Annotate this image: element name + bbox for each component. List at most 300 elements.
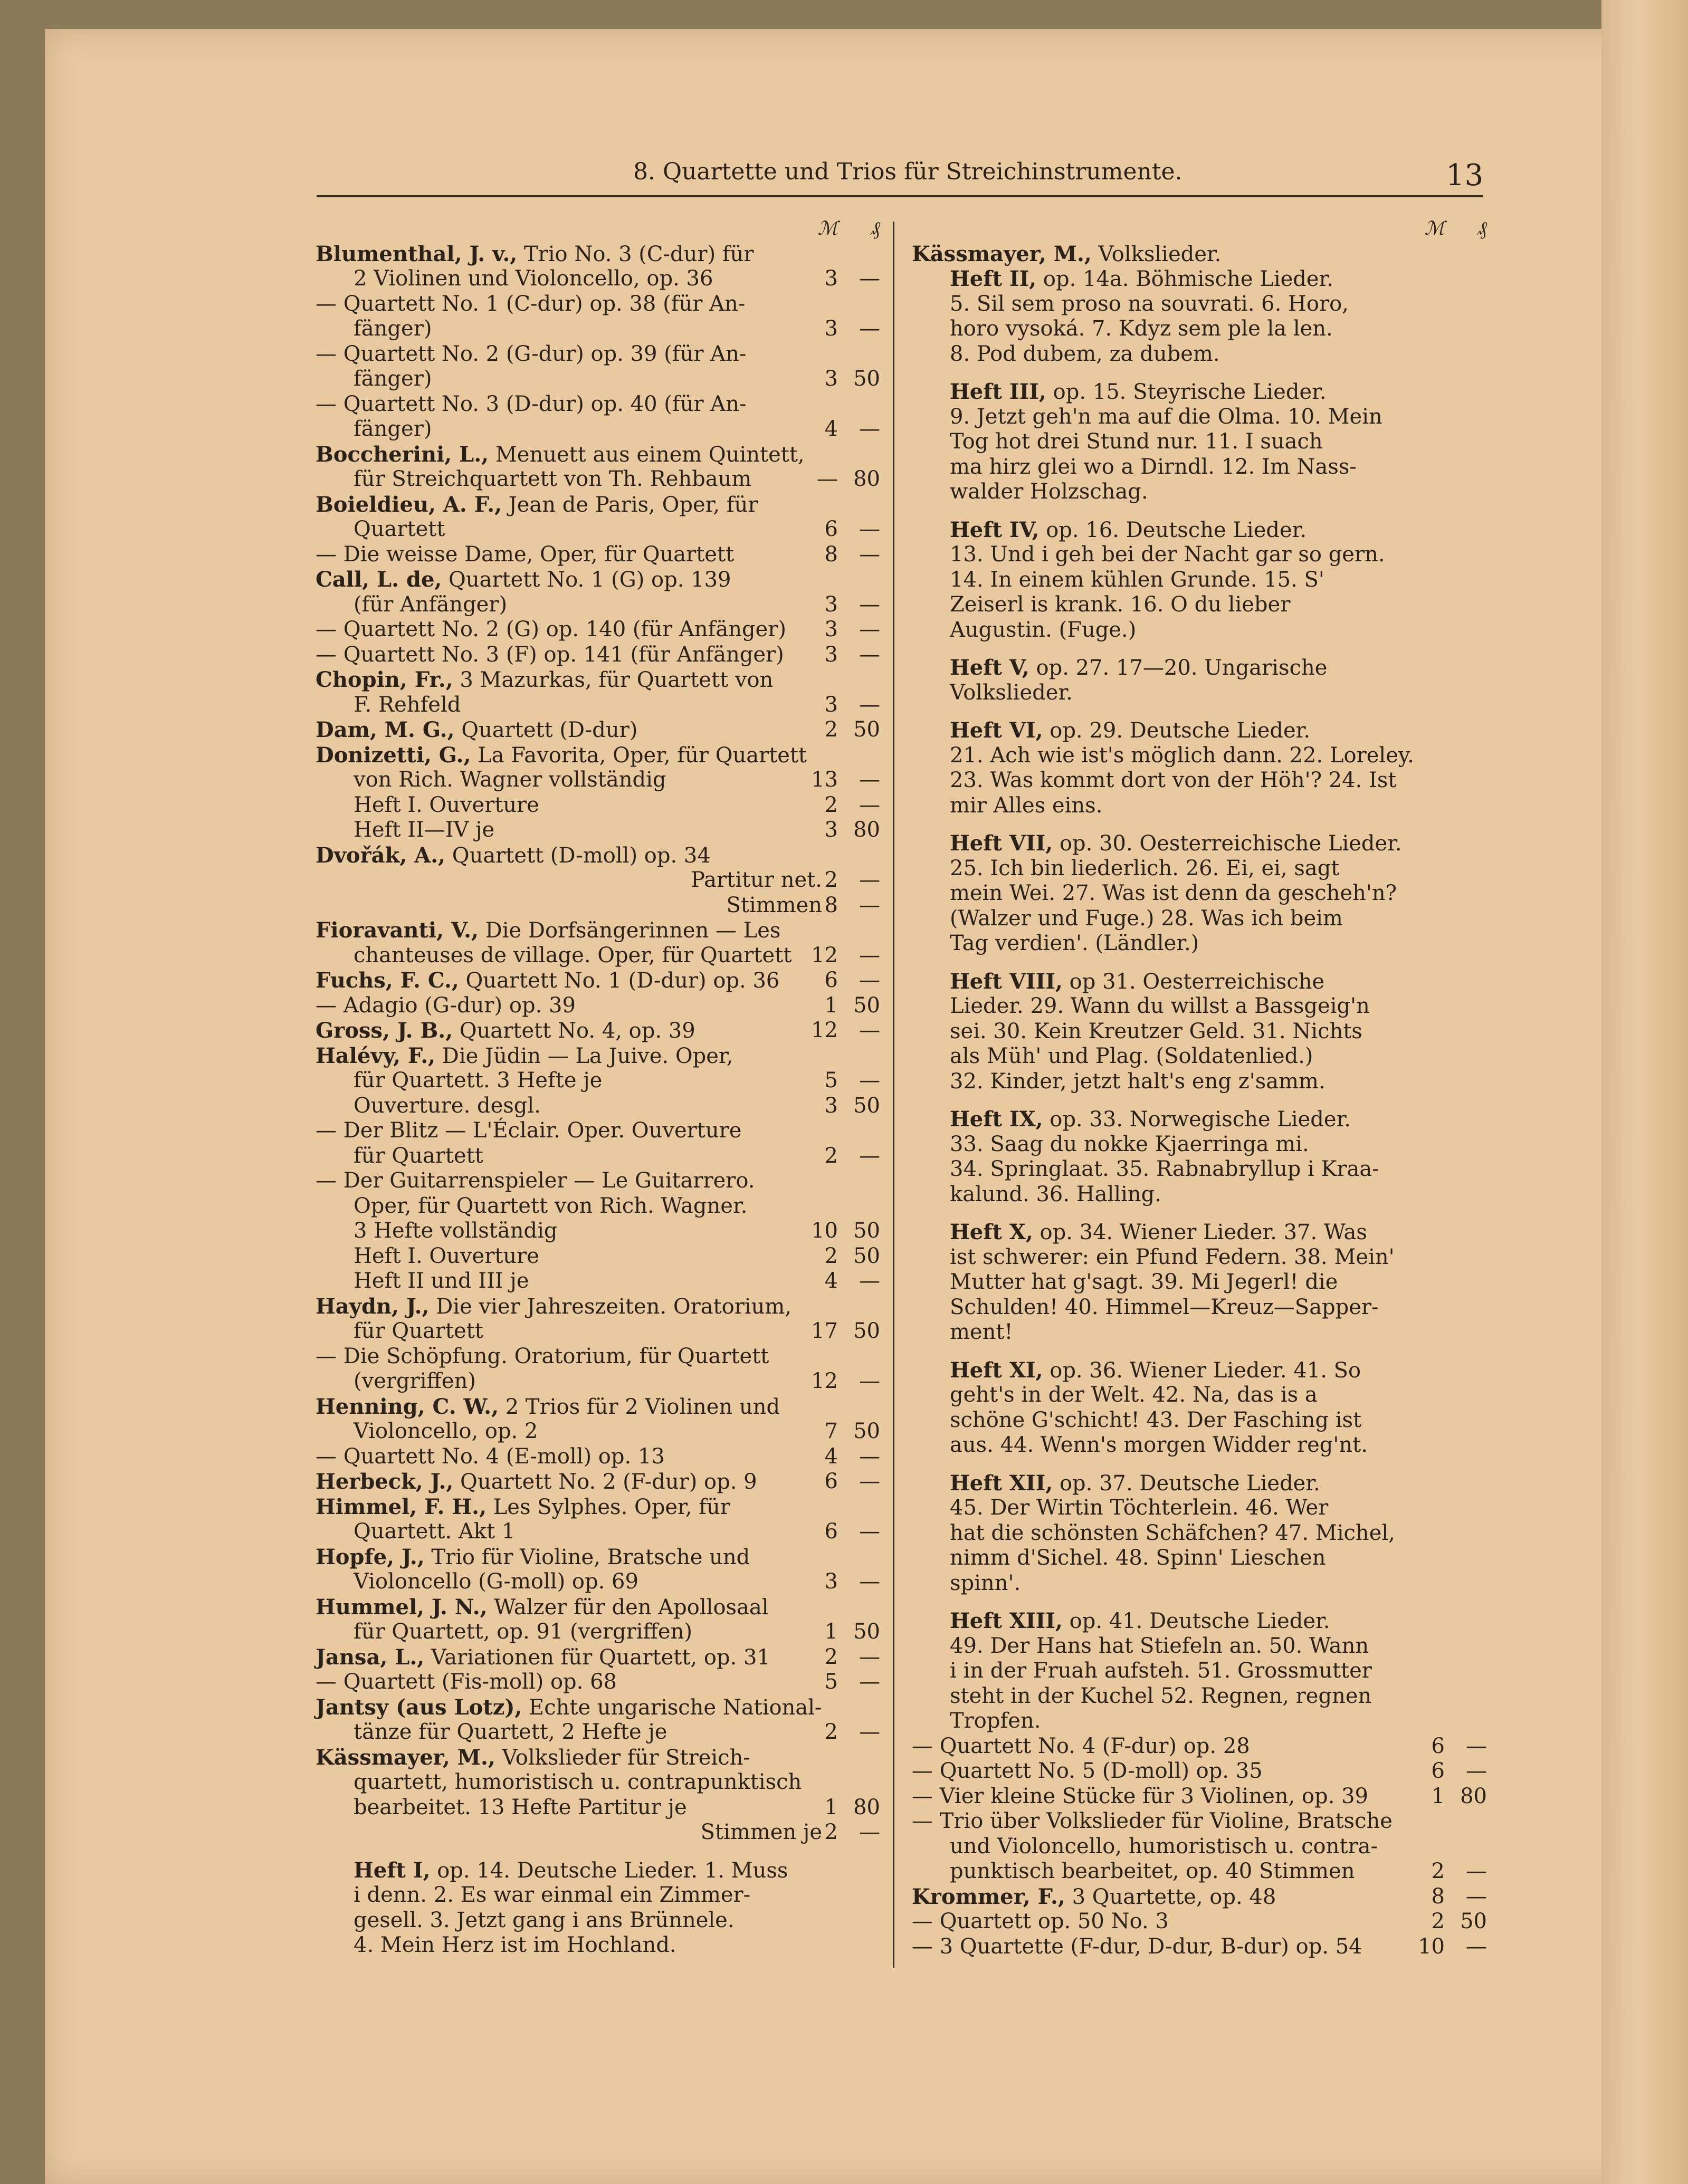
mark-heading: ℳ — [817, 218, 838, 240]
entry-text: spinn'. — [950, 1570, 1021, 1595]
left-column — [316, 216, 885, 1958]
entry-name: Heft VII, — [950, 831, 1053, 856]
entry-text: Heft II und III je — [354, 1269, 529, 1293]
entry-text: 21. Ach wie ist's möglich dann. 22. Loreley. — [950, 743, 1414, 768]
entry-text: Quartett. Akt 1 — [354, 1519, 516, 1544]
entry-text: walder Holzschag. — [950, 480, 1148, 504]
entry-text: mir Alles eins. — [950, 793, 1103, 818]
price-pfennig: — — [859, 768, 880, 792]
catalog-line — [316, 1068, 885, 1094]
entry-text: quartett, humoristisch u. contrapunktisch — [354, 1770, 802, 1794]
entry-text: schöne G'schicht! 43. Der Fasching ist — [950, 1407, 1362, 1432]
catalog-line — [912, 1107, 1471, 1132]
catalog-line — [316, 818, 885, 843]
catalog-line — [316, 1645, 885, 1670]
catalog-line — [316, 1620, 885, 1645]
catalog-line — [316, 1770, 885, 1795]
entry-text: chanteuses de village. Oper, für Quartett — [354, 943, 792, 968]
pfennig-heading: ₰ — [1477, 218, 1487, 240]
catalog-line — [912, 1759, 1487, 1784]
catalog-line — [316, 1244, 885, 1269]
price-mark: 2 — [824, 717, 838, 742]
price-mark: 3 — [824, 1569, 838, 1594]
entry-text: Heft XI, op. 36. Wiener Lieder. 41. So — [950, 1357, 1361, 1383]
entry-text: bearbeitet. 13 Hefte Partitur je — [354, 1795, 687, 1819]
catalog-line — [316, 1495, 885, 1520]
price-mark: 4 — [824, 1269, 838, 1293]
catalog-line — [316, 1094, 885, 1119]
catalog-line — [912, 592, 1471, 618]
catalog-line — [912, 542, 1471, 568]
entry-name: Heft VIII, — [950, 969, 1063, 994]
entry-text: für Quartett — [354, 1319, 483, 1343]
catalog-line — [316, 1883, 885, 1908]
entry-text: Tag verdien'. (Ländler.) — [950, 931, 1199, 955]
catalog-line — [912, 342, 1471, 367]
entry-text: — Quartett (Fis-moll) op. 68 — [316, 1670, 617, 1694]
catalog-line — [316, 1820, 885, 1845]
catalog-line — [912, 1019, 1471, 1045]
entry-text: Call, L. de, Quartett No. 1 (G) op. 139 — [316, 567, 731, 592]
price-mark: 5 — [824, 1670, 838, 1694]
price-pfennig: — — [859, 642, 880, 667]
catalog-line — [912, 1608, 1471, 1634]
price-pfennig: — — [859, 1469, 880, 1493]
entry-text: Chopin, Fr., 3 Mazurkas, für Quartett von — [316, 667, 774, 692]
catalog-line — [316, 242, 885, 267]
entry-text: — Die weisse Dame, Oper, für Quartett — [316, 542, 735, 567]
entry-text: Herbeck, J., Quartett No. 2 (F-dur) op. 9 — [316, 1469, 757, 1494]
entry-text: Heft III, op. 15. Steyrische Lieder. — [950, 379, 1327, 404]
entry-text: — Quartett op. 50 No. 3 — [912, 1909, 1169, 1933]
entry-text: Stimmen je — [700, 1820, 822, 1844]
catalog-line — [316, 918, 885, 943]
price-pfennig: 50 — [853, 1620, 880, 1644]
price-mark: 12 — [811, 1018, 838, 1042]
catalog-line — [316, 1043, 885, 1069]
entry-text: Halévy, F., Die Jüdin — La Juive. Oper, — [316, 1043, 733, 1068]
price-pfennig: — — [859, 968, 880, 992]
catalog-line — [316, 1118, 885, 1144]
catalog-line — [912, 429, 1471, 455]
entry-text: Blumenthal, J. v., Trio No. 3 (C-dur) für — [316, 241, 754, 266]
catalog-line — [316, 1670, 885, 1695]
catalog-line — [316, 492, 885, 518]
catalog-line — [912, 1245, 1471, 1270]
entry-name: Himmel, F. H., — [316, 1494, 487, 1519]
mark-heading: ℳ — [1424, 218, 1445, 240]
catalog-line — [316, 266, 885, 292]
price-mark: 2 — [824, 1243, 838, 1268]
catalog-line — [316, 1720, 885, 1745]
entry-text: Jansa, L., Variationen für Quartett, op. 31 — [316, 1644, 770, 1670]
price-mark: 3 — [824, 617, 838, 641]
catalog-line — [912, 266, 1471, 292]
entry-text: Jantsy (aus Lotz), Echte ungarische National- — [316, 1694, 822, 1720]
entry-text: punktisch bearbeitet, op. 40 Stimmen — [950, 1859, 1355, 1883]
page-header — [317, 158, 1484, 200]
entry-text: Violoncello, op. 2 — [354, 1419, 538, 1443]
catalog-line — [912, 1834, 1471, 1860]
entry-text: fänger) — [354, 417, 432, 441]
entry-text: 2 Violinen und Violoncello, op. 36 — [354, 266, 713, 291]
entry-name: Gross, J. B., — [316, 1018, 453, 1043]
price-pfennig: — — [859, 792, 880, 817]
catalog-line — [912, 618, 1471, 643]
catalog-line — [912, 1044, 1471, 1069]
entry-text: Heft I, op. 14. Deutsche Lieder. 1. Muss — [354, 1857, 788, 1883]
entry-text: 49. Der Hans hat Stiefeln an. 50. Wann — [950, 1633, 1369, 1658]
price-pfennig: — — [859, 1569, 880, 1594]
entry-text: Heft XII, op. 37. Deutsche Lieder. — [950, 1470, 1320, 1496]
catalog-line — [912, 1859, 1487, 1884]
price-mark: 12 — [811, 1369, 838, 1393]
price-mark: 2 — [824, 868, 838, 892]
catalog-line — [912, 931, 1471, 956]
catalog-line — [316, 1545, 885, 1570]
price-pfennig: — — [1466, 1733, 1487, 1758]
entry-text: für Quartett — [354, 1143, 483, 1168]
entry-text: Tropfen. — [950, 1709, 1041, 1733]
price-pfennig: — — [859, 1369, 880, 1393]
entry-text: für Quartett, op. 91 (vergriffen) — [354, 1620, 692, 1644]
catalog-line — [912, 681, 1471, 706]
price-pfennig: 50 — [853, 1093, 880, 1118]
entry-gap — [912, 643, 1471, 655]
catalog-line — [912, 1295, 1471, 1320]
catalog-line — [316, 1294, 885, 1319]
entry-text: 4. Mein Herz ist im Hochland. — [354, 1933, 676, 1957]
price-pfennig: — — [1466, 1859, 1487, 1883]
price-mark: 17 — [811, 1319, 838, 1343]
entry-text: — Quartett No. 3 (F) op. 141 (für Anfänger) — [316, 642, 784, 667]
entry-gap — [316, 1845, 885, 1858]
left-entries — [316, 242, 885, 1958]
entry-text: Boccherini, L., Menuett aus einem Quintett, — [316, 442, 805, 467]
entry-text: Heft I. Ouverture — [354, 1243, 539, 1268]
page-number: 13 — [1446, 158, 1484, 193]
price-mark: 6 — [824, 517, 838, 541]
entry-name: Fuchs, F. C., — [316, 968, 459, 993]
entry-text: Lieder. 29. Wann du willst a Bassgeig'n — [950, 994, 1370, 1018]
price-mark: 2 — [824, 1143, 838, 1168]
catalog-line — [912, 881, 1471, 906]
catalog-line — [912, 480, 1471, 505]
entry-name: Hopfe, J., — [316, 1544, 425, 1569]
entry-text: Gross, J. B., Quartett No. 4, op. 39 — [316, 1018, 695, 1043]
catalog-line — [316, 467, 885, 492]
price-mark: 3 — [824, 266, 838, 291]
catalog-line — [912, 1659, 1471, 1684]
catalog-line — [912, 292, 1471, 317]
entry-text: tänze für Quartett, 2 Hefte je — [354, 1720, 667, 1744]
price-column-heading — [912, 216, 1487, 242]
price-pfennig: — — [859, 266, 880, 291]
entry-text: aus. 44. Wenn's morgen Widder reg'nt. — [950, 1433, 1368, 1457]
catalog-line — [316, 667, 885, 693]
catalog-line — [912, 1521, 1471, 1546]
price-pfennig: 80 — [853, 467, 880, 491]
entry-name: Heft IV, — [950, 517, 1039, 542]
price-pfennig: — — [859, 868, 880, 892]
entry-text: Donizetti, G., La Favorita, Oper, für Quartett — [316, 742, 807, 768]
catalog-line — [316, 542, 885, 568]
entry-text: Fuchs, F. C., Quartett No. 1 (D-dur) op. 36 — [316, 968, 780, 993]
catalog-line — [316, 943, 885, 969]
price-mark: 1 — [824, 1620, 838, 1644]
catalog-line — [912, 518, 1471, 543]
catalog-line — [316, 1444, 885, 1470]
catalog-line — [316, 743, 885, 768]
price-pfennig: — — [859, 1519, 880, 1544]
price-pfennig: — — [859, 1670, 880, 1694]
catalog-line — [912, 831, 1471, 856]
price-mark: 3 — [824, 692, 838, 717]
catalog-line — [316, 1168, 885, 1194]
entry-text: i in der Fruah aufsteh. 51. Grossmutter — [950, 1659, 1372, 1683]
entry-text: 3 Hefte vollständig — [354, 1219, 558, 1243]
right-column — [912, 216, 1487, 1959]
pfennig-heading: ₰ — [871, 218, 880, 240]
price-pfennig: 50 — [853, 1319, 880, 1343]
entry-name: Heft XIII, — [950, 1608, 1063, 1633]
price-mark: 3 — [824, 818, 838, 842]
catalog-line — [912, 793, 1471, 819]
catalog-line — [912, 1157, 1471, 1182]
entry-name: Boieldieu, A. F., — [316, 492, 502, 517]
catalog-line — [316, 1018, 885, 1043]
entry-text: Schulden! 40. Himmel—Kreuz—Sapper- — [950, 1295, 1379, 1319]
entry-text: Heft IX, op. 33. Norwegische Lieder. — [950, 1107, 1351, 1132]
catalog-line — [912, 1809, 1471, 1834]
catalog-line — [316, 1745, 885, 1770]
entry-text: als Müh' und Plag. (Soldatenlied.) — [950, 1044, 1313, 1068]
entry-text: — 3 Quartette (F-dur, D-dur, B-dur) op. 54 — [912, 1934, 1362, 1959]
entry-name: Heft V, — [950, 655, 1029, 680]
catalog-line — [316, 1908, 885, 1933]
entry-text: — Vier kleine Stücke für 3 Violinen, op. 39 — [912, 1784, 1368, 1808]
price-pfennig: 50 — [853, 993, 880, 1018]
price-pfennig: 80 — [1460, 1784, 1487, 1808]
entry-name: Donizetti, G., — [316, 742, 471, 768]
price-pfennig: — — [859, 317, 880, 341]
entry-name: Henning, C. W., — [316, 1394, 499, 1419]
catalog-line — [912, 969, 1471, 994]
entry-text: — Der Guitarrenspieler — Le Guitarrero. — [316, 1168, 755, 1193]
entry-text: nimm d'Sichel. 48. Spinn' Lieschen — [950, 1546, 1326, 1570]
catalog-line — [316, 717, 885, 743]
price-mark: 10 — [1418, 1934, 1445, 1959]
page-fold-edge — [1601, 0, 1688, 2184]
catalog-line — [316, 1419, 885, 1444]
price-mark: 6 — [824, 968, 838, 992]
entry-text: — Der Blitz — L'Éclair. Oper. Ouverture — [316, 1118, 742, 1143]
price-pfennig: — — [859, 1068, 880, 1093]
price-pfennig: — — [859, 1720, 880, 1744]
price-mark: 3 — [824, 1093, 838, 1118]
price-pfennig: — — [859, 893, 880, 917]
price-pfennig: — — [859, 517, 880, 541]
catalog-line — [316, 1519, 885, 1545]
entry-gap — [912, 818, 1471, 831]
right-entries — [912, 241, 1487, 1960]
catalog-line — [316, 392, 885, 417]
entry-text: — Trio über Volkslieder für Violine, Bratsche — [912, 1809, 1393, 1833]
catalog-line — [912, 1909, 1487, 1934]
entry-name: Krommer, F., — [912, 1884, 1065, 1909]
price-mark: 13 — [811, 768, 838, 792]
entry-text: Oper, für Quartett von Rich. Wagner. — [354, 1193, 748, 1218]
catalog-line — [912, 655, 1471, 681]
catalog-line — [912, 242, 1471, 267]
entry-name: Heft XI, — [950, 1357, 1043, 1383]
entry-name: Jantsy (aus Lotz), — [316, 1694, 522, 1720]
price-mark: 6 — [1431, 1759, 1445, 1783]
catalog-line — [912, 1069, 1471, 1095]
price-pfennig: 50 — [1460, 1909, 1487, 1933]
entry-gap — [912, 1207, 1471, 1220]
catalog-line — [912, 1784, 1487, 1809]
price-mark: 2 — [824, 1644, 838, 1669]
catalog-line — [912, 317, 1471, 342]
entry-name: Blumenthal, J. v., — [316, 241, 518, 266]
entry-text: 14. In einem kühlen Grunde. 15. S' — [950, 567, 1324, 592]
catalog-line — [912, 906, 1471, 932]
price-pfennig: — — [859, 542, 880, 567]
catalog-line — [316, 1858, 885, 1883]
entry-gap — [912, 1094, 1471, 1107]
entry-gap — [912, 705, 1471, 718]
entry-text: Heft VII, op. 30. Oesterreichische Lieder. — [950, 831, 1402, 856]
price-pfennig: 50 — [853, 1419, 880, 1443]
catalog-line — [316, 417, 885, 442]
catalog-line — [912, 856, 1471, 882]
catalog-line — [912, 1733, 1487, 1759]
entry-text: Violoncello (G-moll) op. 69 — [354, 1569, 638, 1594]
catalog-line — [912, 1383, 1471, 1408]
catalog-line — [912, 1546, 1471, 1571]
entry-name: Call, L. de, — [316, 567, 442, 592]
catalog-line — [912, 1934, 1487, 1960]
price-pfennig: — — [859, 1143, 880, 1168]
entry-text: kalund. 36. Halling. — [950, 1182, 1161, 1206]
price-pfennig: — — [859, 1444, 880, 1469]
entry-text: — Quartett No. 2 (G-dur) op. 39 (für An- — [316, 341, 747, 366]
entry-text: Quartett — [354, 517, 445, 541]
entry-text: — Quartett No. 4 (F-dur) op. 28 — [912, 1733, 1250, 1758]
catalog-line — [912, 1270, 1471, 1295]
price-pfennig: 80 — [853, 818, 880, 842]
catalog-line — [316, 1569, 885, 1595]
catalog-line — [316, 693, 885, 718]
entry-text: Stimmen — [726, 893, 822, 917]
catalog-line — [912, 1358, 1471, 1383]
entry-text: Dam, M. G., Quartett (D-dur) — [316, 717, 638, 742]
running-title: 8. Quartette und Trios für Streichinstrumente. — [633, 158, 1182, 185]
entry-text: (für Anfänger) — [354, 592, 508, 617]
entry-text: Heft X, op. 34. Wiener Lieder. 37. Was — [950, 1220, 1367, 1244]
entry-name: Heft I, — [354, 1857, 431, 1883]
price-pfennig: — — [1466, 1759, 1487, 1783]
price-mark: 4 — [824, 417, 838, 441]
entry-name: Herbeck, J., — [316, 1469, 454, 1494]
catalog-line — [316, 1795, 885, 1821]
price-pfennig: 50 — [853, 367, 880, 391]
entry-text: i denn. 2. Es war einmal ein Zimmer- — [354, 1883, 751, 1907]
catalog-line — [316, 993, 885, 1019]
price-mark: 2 — [824, 1720, 838, 1744]
price-mark: 1 — [824, 993, 838, 1018]
entry-name: Heft XII, — [950, 1470, 1053, 1496]
entry-text: Kässmayer, M., Volkslieder. — [912, 241, 1222, 266]
catalog-line — [316, 342, 885, 367]
entry-text: sei. 30. Kein Kreutzer Geld. 31. Nichts — [950, 1019, 1362, 1043]
header-rule — [317, 195, 1483, 197]
price-mark: 3 — [824, 367, 838, 391]
entry-name: Jansa, L., — [316, 1644, 425, 1670]
entry-text: geht's in der Welt. 42. Na, das is a — [950, 1383, 1318, 1407]
entry-name: Kässmayer, M., — [912, 241, 1092, 266]
entry-text: ma hirz glei wo a Dirndl. 12. Im Nass- — [950, 454, 1357, 479]
entry-gap — [912, 1458, 1471, 1471]
price-mark: 6 — [824, 1469, 838, 1493]
entry-text: Heft II, op. 14a. Böhmische Lieder. — [950, 266, 1333, 291]
catalog-line — [912, 994, 1471, 1019]
price-pfennig: — — [1466, 1934, 1487, 1959]
catalog-line — [316, 367, 885, 392]
entry-text: Volkslieder. — [950, 680, 1073, 705]
catalog-line — [316, 1219, 885, 1244]
price-mark: 8 — [824, 893, 838, 917]
entry-text: 45. Der Wirtin Töchterlein. 46. Wer — [950, 1496, 1329, 1520]
entry-name: Chopin, Fr., — [316, 667, 453, 692]
price-mark: 2 — [1431, 1859, 1445, 1883]
catalog-line — [316, 843, 885, 868]
price-pfennig: — — [859, 592, 880, 617]
entry-text: Henning, C. W., 2 Trios für 2 Violinen und — [316, 1394, 780, 1419]
catalog-line — [316, 1344, 885, 1369]
entry-text: 32. Kinder, jetzt halt's eng z'samm. — [950, 1069, 1325, 1094]
catalog-line — [912, 455, 1471, 480]
entry-text: — Quartett No. 2 (G) op. 140 (für Anfänger) — [316, 617, 786, 641]
price-mark: 8 — [1431, 1884, 1445, 1909]
entry-gap — [912, 1596, 1471, 1608]
entry-name: Heft VI, — [950, 718, 1043, 743]
catalog-line — [316, 1595, 885, 1620]
catalog-line — [912, 1471, 1471, 1496]
entry-name: Dvořák, A., — [316, 842, 446, 868]
price-mark: 12 — [811, 943, 838, 968]
entry-text: Heft V, op. 27. 17—20. Ungarische — [950, 655, 1328, 680]
entry-text: ist schwerer: ein Pfund Federn. 38. Mein' — [950, 1244, 1395, 1269]
entry-text: 33. Saag du nokke Kjaerringa mi. — [950, 1132, 1309, 1156]
entry-text: Ouverture. desgl. — [354, 1093, 541, 1118]
catalog-line — [316, 292, 885, 317]
entry-text: 9. Jetzt geh'n ma auf die Olma. 10. Mein — [950, 404, 1382, 429]
catalog-line — [316, 1469, 885, 1495]
entry-text: Haydn, J., Die vier Jahreszeiten. Oratorium, — [316, 1294, 792, 1319]
price-mark: 2 — [824, 792, 838, 817]
price-mark: 7 — [824, 1419, 838, 1443]
price-mark: — — [817, 467, 838, 491]
catalog-line — [912, 1884, 1487, 1910]
price-mark: 3 — [824, 317, 838, 341]
catalog-line — [316, 1369, 885, 1394]
catalog-line — [316, 868, 885, 893]
entry-text: Boieldieu, A. F., Jean de Paris, Oper, für — [316, 492, 758, 517]
catalog-line — [912, 768, 1471, 793]
entry-text: 13. Und i geh bei der Nacht gar so gern. — [950, 542, 1385, 567]
